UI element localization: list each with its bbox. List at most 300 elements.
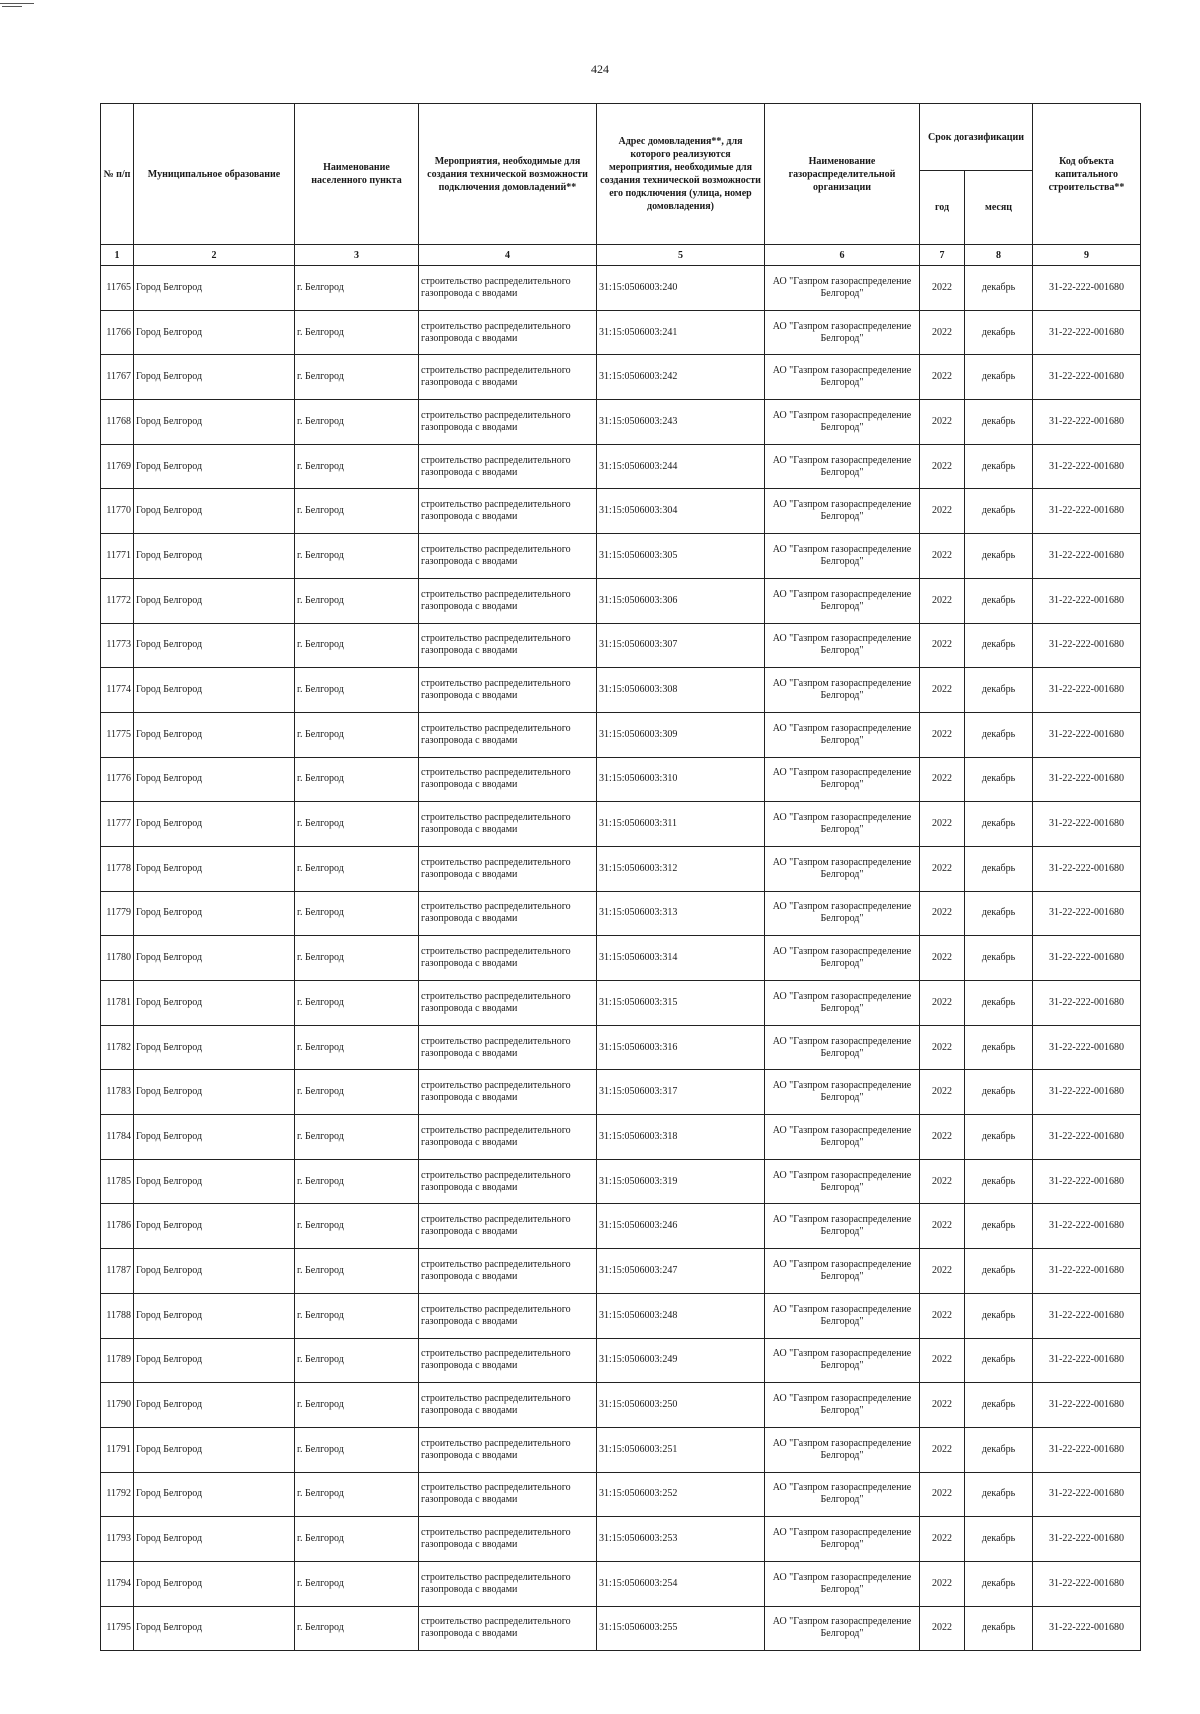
gasification-register-table bbox=[100, 103, 1141, 1651]
year-cell: 2022 bbox=[920, 1472, 965, 1517]
table-row bbox=[101, 1159, 1141, 1204]
row-number-cell: 11795 bbox=[101, 1606, 134, 1651]
table-row bbox=[101, 1204, 1141, 1249]
year-cell: 2022 bbox=[920, 1070, 965, 1115]
object-code-cell: 31-22-222-001680 bbox=[1033, 1517, 1141, 1562]
header-number: 4 bbox=[419, 245, 597, 266]
table-row bbox=[101, 534, 1141, 579]
table-row bbox=[101, 668, 1141, 713]
row-number-cell: 11773 bbox=[101, 623, 134, 668]
object-code-cell: 31-22-222-001680 bbox=[1033, 712, 1141, 757]
table-row bbox=[101, 936, 1141, 981]
year-cell: 2022 bbox=[920, 1383, 965, 1428]
month-cell: декабрь bbox=[965, 1293, 1033, 1338]
organization-cell: АО "Газпром газораспределение Белгород" bbox=[765, 712, 920, 757]
year-cell: 2022 bbox=[920, 1249, 965, 1294]
year-cell: 2022 bbox=[920, 981, 965, 1026]
measure-cell: строительство распределительного газопровода с вводами bbox=[419, 981, 597, 1026]
address-cell: 31:15:0506003:317 bbox=[597, 1070, 765, 1115]
month-cell: декабрь bbox=[965, 355, 1033, 400]
month-cell: декабрь bbox=[965, 712, 1033, 757]
month-cell: декабрь bbox=[965, 891, 1033, 936]
object-code-cell: 31-22-222-001680 bbox=[1033, 802, 1141, 847]
municipality-cell: Город Белгород bbox=[134, 1025, 295, 1070]
measure-cell: строительство распределительного газопровода с вводами bbox=[419, 489, 597, 534]
settlement-cell: г. Белгород bbox=[295, 1383, 419, 1428]
municipality-cell: Город Белгород bbox=[134, 1517, 295, 1562]
measure-cell: строительство распределительного газопровода с вводами bbox=[419, 1293, 597, 1338]
municipality-cell: Город Белгород bbox=[134, 1204, 295, 1249]
row-number-cell: 11781 bbox=[101, 981, 134, 1026]
municipality-cell: Город Белгород bbox=[134, 534, 295, 579]
row-number-cell: 11783 bbox=[101, 1070, 134, 1115]
object-code-cell: 31-22-222-001680 bbox=[1033, 1249, 1141, 1294]
row-number-cell: 11780 bbox=[101, 936, 134, 981]
measure-cell: строительство распределительного газопровода с вводами bbox=[419, 578, 597, 623]
measure-cell: строительство распределительного газопровода с вводами bbox=[419, 936, 597, 981]
municipality-cell: Город Белгород bbox=[134, 623, 295, 668]
municipality-cell: Город Белгород bbox=[134, 1383, 295, 1428]
month-cell: декабрь bbox=[965, 802, 1033, 847]
address-cell: 31:15:0506003:242 bbox=[597, 355, 765, 400]
municipality-cell: Город Белгород bbox=[134, 1115, 295, 1160]
table-row bbox=[101, 1427, 1141, 1472]
measure-cell: строительство распределительного газопровода с вводами bbox=[419, 1070, 597, 1115]
row-number-cell: 11776 bbox=[101, 757, 134, 802]
measure-cell: строительство распределительного газопровода с вводами bbox=[419, 802, 597, 847]
address-cell: 31:15:0506003:306 bbox=[597, 578, 765, 623]
settlement-cell: г. Белгород bbox=[295, 1070, 419, 1115]
address-cell: 31:15:0506003:310 bbox=[597, 757, 765, 802]
address-cell: 31:15:0506003:251 bbox=[597, 1427, 765, 1472]
organization-cell: АО "Газпром газораспределение Белгород" bbox=[765, 1115, 920, 1160]
address-cell: 31:15:0506003:240 bbox=[597, 266, 765, 311]
organization-cell: АО "Газпром газораспределение Белгород" bbox=[765, 1338, 920, 1383]
address-cell: 31:15:0506003:243 bbox=[597, 400, 765, 445]
row-number-cell: 11789 bbox=[101, 1338, 134, 1383]
organization-cell: АО "Газпром газораспределение Белгород" bbox=[765, 1427, 920, 1472]
address-cell: 31:15:0506003:316 bbox=[597, 1025, 765, 1070]
municipality-cell: Город Белгород bbox=[134, 757, 295, 802]
settlement-cell: г. Белгород bbox=[295, 444, 419, 489]
table-row bbox=[101, 1025, 1141, 1070]
month-cell: декабрь bbox=[965, 1561, 1033, 1606]
measure-cell: строительство распределительного газопровода с вводами bbox=[419, 1204, 597, 1249]
address-cell: 31:15:0506003:309 bbox=[597, 712, 765, 757]
year-cell: 2022 bbox=[920, 712, 965, 757]
object-code-cell: 31-22-222-001680 bbox=[1033, 1070, 1141, 1115]
settlement-cell: г. Белгород bbox=[295, 1517, 419, 1562]
row-number-cell: 11769 bbox=[101, 444, 134, 489]
municipality-cell: Город Белгород bbox=[134, 802, 295, 847]
address-cell: 31:15:0506003:312 bbox=[597, 846, 765, 891]
row-number-cell: 11768 bbox=[101, 400, 134, 445]
table-body bbox=[101, 266, 1141, 1651]
year-cell: 2022 bbox=[920, 936, 965, 981]
row-number-cell: 11788 bbox=[101, 1293, 134, 1338]
object-code-cell: 31-22-222-001680 bbox=[1033, 578, 1141, 623]
scan-artifact-top-left bbox=[0, 3, 34, 4]
measure-cell: строительство распределительного газопровода с вводами bbox=[419, 1249, 597, 1294]
year-cell: 2022 bbox=[920, 1606, 965, 1651]
settlement-cell: г. Белгород bbox=[295, 1159, 419, 1204]
row-number-cell: 11794 bbox=[101, 1561, 134, 1606]
table-row bbox=[101, 1517, 1141, 1562]
header-settlement: Наименование населенного пункта bbox=[295, 104, 419, 245]
row-number-cell: 11792 bbox=[101, 1472, 134, 1517]
object-code-cell: 31-22-222-001680 bbox=[1033, 757, 1141, 802]
municipality-cell: Город Белгород bbox=[134, 1427, 295, 1472]
municipality-cell: Город Белгород bbox=[134, 1338, 295, 1383]
organization-cell: АО "Газпром газораспределение Белгород" bbox=[765, 1383, 920, 1428]
object-code-cell: 31-22-222-001680 bbox=[1033, 936, 1141, 981]
row-number-cell: 11775 bbox=[101, 712, 134, 757]
month-cell: декабрь bbox=[965, 1159, 1033, 1204]
table-row bbox=[101, 712, 1141, 757]
address-cell: 31:15:0506003:319 bbox=[597, 1159, 765, 1204]
address-cell: 31:15:0506003:241 bbox=[597, 310, 765, 355]
object-code-cell: 31-22-222-001680 bbox=[1033, 1427, 1141, 1472]
year-cell: 2022 bbox=[920, 1204, 965, 1249]
settlement-cell: г. Белгород bbox=[295, 400, 419, 445]
year-cell: 2022 bbox=[920, 623, 965, 668]
measure-cell: строительство распределительного газопровода с вводами bbox=[419, 400, 597, 445]
settlement-cell: г. Белгород bbox=[295, 802, 419, 847]
settlement-cell: г. Белгород bbox=[295, 534, 419, 579]
municipality-cell: Город Белгород bbox=[134, 668, 295, 713]
settlement-cell: г. Белгород bbox=[295, 1427, 419, 1472]
row-number-cell: 11765 bbox=[101, 266, 134, 311]
organization-cell: АО "Газпром газораспределение Белгород" bbox=[765, 802, 920, 847]
year-cell: 2022 bbox=[920, 1025, 965, 1070]
month-cell: декабрь bbox=[965, 846, 1033, 891]
municipality-cell: Город Белгород bbox=[134, 266, 295, 311]
month-cell: декабрь bbox=[965, 266, 1033, 311]
address-cell: 31:15:0506003:248 bbox=[597, 1293, 765, 1338]
measure-cell: строительство распределительного газопровода с вводами bbox=[419, 623, 597, 668]
address-cell: 31:15:0506003:318 bbox=[597, 1115, 765, 1160]
row-number-cell: 11791 bbox=[101, 1427, 134, 1472]
organization-cell: АО "Газпром газораспределение Белгород" bbox=[765, 668, 920, 713]
address-cell: 31:15:0506003:311 bbox=[597, 802, 765, 847]
object-code-cell: 31-22-222-001680 bbox=[1033, 1561, 1141, 1606]
row-number-cell: 11784 bbox=[101, 1115, 134, 1160]
address-cell: 31:15:0506003:308 bbox=[597, 668, 765, 713]
object-code-cell: 31-22-222-001680 bbox=[1033, 400, 1141, 445]
year-cell: 2022 bbox=[920, 355, 965, 400]
organization-cell: АО "Газпром газораспределение Белгород" bbox=[765, 1070, 920, 1115]
address-cell: 31:15:0506003:253 bbox=[597, 1517, 765, 1562]
month-cell: декабрь bbox=[965, 444, 1033, 489]
month-cell: декабрь bbox=[965, 1070, 1033, 1115]
measure-cell: строительство распределительного газопровода с вводами bbox=[419, 1472, 597, 1517]
municipality-cell: Город Белгород bbox=[134, 355, 295, 400]
row-number-cell: 11779 bbox=[101, 891, 134, 936]
table-row bbox=[101, 891, 1141, 936]
measure-cell: строительство распределительного газопровода с вводами bbox=[419, 891, 597, 936]
year-cell: 2022 bbox=[920, 444, 965, 489]
address-cell: 31:15:0506003:255 bbox=[597, 1606, 765, 1651]
settlement-cell: г. Белгород bbox=[295, 757, 419, 802]
month-cell: декабрь bbox=[965, 310, 1033, 355]
municipality-cell: Город Белгород bbox=[134, 310, 295, 355]
year-cell: 2022 bbox=[920, 1561, 965, 1606]
measure-cell: строительство распределительного газопровода с вводами bbox=[419, 534, 597, 579]
year-cell: 2022 bbox=[920, 1159, 965, 1204]
month-cell: декабрь bbox=[965, 623, 1033, 668]
year-cell: 2022 bbox=[920, 802, 965, 847]
settlement-cell: г. Белгород bbox=[295, 578, 419, 623]
row-number-cell: 11777 bbox=[101, 802, 134, 847]
measure-cell: строительство распределительного газопровода с вводами bbox=[419, 1115, 597, 1160]
measure-cell: строительство распределительного газопровода с вводами bbox=[419, 310, 597, 355]
municipality-cell: Город Белгород bbox=[134, 1293, 295, 1338]
table-header bbox=[101, 104, 1141, 266]
measure-cell: строительство распределительного газопровода с вводами bbox=[419, 355, 597, 400]
header-term: Срок догазификации bbox=[920, 104, 1033, 171]
settlement-cell: г. Белгород bbox=[295, 846, 419, 891]
table-row bbox=[101, 1115, 1141, 1160]
organization-cell: АО "Газпром газораспределение Белгород" bbox=[765, 1293, 920, 1338]
organization-cell: АО "Газпром газораспределение Белгород" bbox=[765, 623, 920, 668]
table-row bbox=[101, 1293, 1141, 1338]
year-cell: 2022 bbox=[920, 846, 965, 891]
address-cell: 31:15:0506003:252 bbox=[597, 1472, 765, 1517]
address-cell: 31:15:0506003:314 bbox=[597, 936, 765, 981]
organization-cell: АО "Газпром газораспределение Белгород" bbox=[765, 355, 920, 400]
object-code-cell: 31-22-222-001680 bbox=[1033, 1383, 1141, 1428]
month-cell: декабрь bbox=[965, 1427, 1033, 1472]
measure-cell: строительство распределительного газопровода с вводами bbox=[419, 1517, 597, 1562]
address-cell: 31:15:0506003:313 bbox=[597, 891, 765, 936]
settlement-cell: г. Белгород bbox=[295, 891, 419, 936]
settlement-cell: г. Белгород bbox=[295, 712, 419, 757]
municipality-cell: Город Белгород bbox=[134, 981, 295, 1026]
header-number: 9 bbox=[1033, 245, 1141, 266]
settlement-cell: г. Белгород bbox=[295, 936, 419, 981]
month-cell: декабрь bbox=[965, 1115, 1033, 1160]
organization-cell: АО "Газпром газораспределение Белгород" bbox=[765, 578, 920, 623]
measure-cell: строительство распределительного газопровода с вводами bbox=[419, 1025, 597, 1070]
row-number-cell: 11771 bbox=[101, 534, 134, 579]
header-org: Наименование газораспределительной организации bbox=[765, 104, 920, 245]
header-code: Код объекта капитального строительства** bbox=[1033, 104, 1141, 245]
address-cell: 31:15:0506003:247 bbox=[597, 1249, 765, 1294]
year-cell: 2022 bbox=[920, 534, 965, 579]
measure-cell: строительство распределительного газопровода с вводами bbox=[419, 1159, 597, 1204]
address-cell: 31:15:0506003:244 bbox=[597, 444, 765, 489]
year-cell: 2022 bbox=[920, 1427, 965, 1472]
table-row bbox=[101, 266, 1141, 311]
row-number-cell: 11767 bbox=[101, 355, 134, 400]
address-cell: 31:15:0506003:304 bbox=[597, 489, 765, 534]
table-row bbox=[101, 355, 1141, 400]
year-cell: 2022 bbox=[920, 266, 965, 311]
header-municipality: Муниципальное образование bbox=[134, 104, 295, 245]
settlement-cell: г. Белгород bbox=[295, 266, 419, 311]
header-address: Адрес домовладения**, для которого реализуются мероприятия, необходимые для создания технической возможности его подключения (улица, номер домовладения) bbox=[597, 104, 765, 245]
municipality-cell: Город Белгород bbox=[134, 578, 295, 623]
table-row bbox=[101, 757, 1141, 802]
header-number: 3 bbox=[295, 245, 419, 266]
settlement-cell: г. Белгород bbox=[295, 668, 419, 713]
municipality-cell: Город Белгород bbox=[134, 1472, 295, 1517]
month-cell: декабрь bbox=[965, 1204, 1033, 1249]
organization-cell: АО "Газпром газораспределение Белгород" bbox=[765, 1561, 920, 1606]
organization-cell: АО "Газпром газораспределение Белгород" bbox=[765, 936, 920, 981]
object-code-cell: 31-22-222-001680 bbox=[1033, 846, 1141, 891]
header-number: 5 bbox=[597, 245, 765, 266]
measure-cell: строительство распределительного газопровода с вводами bbox=[419, 1606, 597, 1651]
settlement-cell: г. Белгород bbox=[295, 981, 419, 1026]
year-cell: 2022 bbox=[920, 891, 965, 936]
month-cell: декабрь bbox=[965, 1383, 1033, 1428]
year-cell: 2022 bbox=[920, 757, 965, 802]
header-number: 6 bbox=[765, 245, 920, 266]
table-row bbox=[101, 623, 1141, 668]
organization-cell: АО "Газпром газораспределение Белгород" bbox=[765, 1159, 920, 1204]
measure-cell: строительство распределительного газопровода с вводами bbox=[419, 1338, 597, 1383]
table-row bbox=[101, 444, 1141, 489]
month-cell: декабрь bbox=[965, 668, 1033, 713]
object-code-cell: 31-22-222-001680 bbox=[1033, 891, 1141, 936]
header-month: месяц bbox=[965, 171, 1033, 245]
table-row bbox=[101, 1249, 1141, 1294]
row-number-cell: 11772 bbox=[101, 578, 134, 623]
year-cell: 2022 bbox=[920, 668, 965, 713]
municipality-cell: Город Белгород bbox=[134, 489, 295, 534]
address-cell: 31:15:0506003:246 bbox=[597, 1204, 765, 1249]
object-code-cell: 31-22-222-001680 bbox=[1033, 489, 1141, 534]
month-cell: декабрь bbox=[965, 489, 1033, 534]
measure-cell: строительство распределительного газопровода с вводами bbox=[419, 757, 597, 802]
municipality-cell: Город Белгород bbox=[134, 936, 295, 981]
object-code-cell: 31-22-222-001680 bbox=[1033, 1606, 1141, 1651]
measure-cell: строительство распределительного газопровода с вводами bbox=[419, 1427, 597, 1472]
object-code-cell: 31-22-222-001680 bbox=[1033, 534, 1141, 579]
settlement-cell: г. Белгород bbox=[295, 1338, 419, 1383]
municipality-cell: Город Белгород bbox=[134, 1561, 295, 1606]
header-measures: Мероприятия, необходимые для создания технической возможности подключения домовладений** bbox=[419, 104, 597, 245]
year-cell: 2022 bbox=[920, 1115, 965, 1160]
measure-cell: строительство распределительного газопровода с вводами bbox=[419, 266, 597, 311]
settlement-cell: г. Белгород bbox=[295, 355, 419, 400]
row-number-cell: 11793 bbox=[101, 1517, 134, 1562]
row-number-cell: 11770 bbox=[101, 489, 134, 534]
municipality-cell: Город Белгород bbox=[134, 400, 295, 445]
table-row bbox=[101, 400, 1141, 445]
municipality-cell: Город Белгород bbox=[134, 1606, 295, 1651]
settlement-cell: г. Белгород bbox=[295, 1606, 419, 1651]
municipality-cell: Город Белгород bbox=[134, 891, 295, 936]
row-number-cell: 11778 bbox=[101, 846, 134, 891]
measure-cell: строительство распределительного газопровода с вводами bbox=[419, 846, 597, 891]
year-cell: 2022 bbox=[920, 489, 965, 534]
object-code-cell: 31-22-222-001680 bbox=[1033, 1472, 1141, 1517]
organization-cell: АО "Газпром газораспределение Белгород" bbox=[765, 489, 920, 534]
organization-cell: АО "Газпром газораспределение Белгород" bbox=[765, 1472, 920, 1517]
organization-cell: АО "Газпром газораспределение Белгород" bbox=[765, 891, 920, 936]
month-cell: декабрь bbox=[965, 1338, 1033, 1383]
organization-cell: АО "Газпром газораспределение Белгород" bbox=[765, 534, 920, 579]
organization-cell: АО "Газпром газораспределение Белгород" bbox=[765, 400, 920, 445]
table-row bbox=[101, 802, 1141, 847]
month-cell: декабрь bbox=[965, 1249, 1033, 1294]
measure-cell: строительство распределительного газопровода с вводами bbox=[419, 668, 597, 713]
object-code-cell: 31-22-222-001680 bbox=[1033, 1293, 1141, 1338]
table-row bbox=[101, 981, 1141, 1026]
year-cell: 2022 bbox=[920, 578, 965, 623]
address-cell: 31:15:0506003:305 bbox=[597, 534, 765, 579]
municipality-cell: Город Белгород bbox=[134, 1159, 295, 1204]
row-number-cell: 11786 bbox=[101, 1204, 134, 1249]
address-cell: 31:15:0506003:249 bbox=[597, 1338, 765, 1383]
table-row bbox=[101, 1472, 1141, 1517]
header-number: 7 bbox=[920, 245, 965, 266]
month-cell: декабрь bbox=[965, 936, 1033, 981]
organization-cell: АО "Газпром газораспределение Белгород" bbox=[765, 266, 920, 311]
object-code-cell: 31-22-222-001680 bbox=[1033, 1204, 1141, 1249]
object-code-cell: 31-22-222-001680 bbox=[1033, 668, 1141, 713]
organization-cell: АО "Газпром газораспределение Белгород" bbox=[765, 981, 920, 1026]
organization-cell: АО "Газпром газораспределение Белгород" bbox=[765, 846, 920, 891]
year-cell: 2022 bbox=[920, 1293, 965, 1338]
settlement-cell: г. Белгород bbox=[295, 1025, 419, 1070]
organization-cell: АО "Газпром газораспределение Белгород" bbox=[765, 1249, 920, 1294]
object-code-cell: 31-22-222-001680 bbox=[1033, 1115, 1141, 1160]
organization-cell: АО "Газпром газораспределение Белгород" bbox=[765, 1025, 920, 1070]
month-cell: декабрь bbox=[965, 400, 1033, 445]
month-cell: декабрь bbox=[965, 981, 1033, 1026]
table-row bbox=[101, 1383, 1141, 1428]
row-number-cell: 11787 bbox=[101, 1249, 134, 1294]
organization-cell: АО "Газпром газораспределение Белгород" bbox=[765, 1204, 920, 1249]
municipality-cell: Город Белгород bbox=[134, 1070, 295, 1115]
address-cell: 31:15:0506003:254 bbox=[597, 1561, 765, 1606]
object-code-cell: 31-22-222-001680 bbox=[1033, 981, 1141, 1026]
municipality-cell: Город Белгород bbox=[134, 846, 295, 891]
object-code-cell: 31-22-222-001680 bbox=[1033, 623, 1141, 668]
row-number-cell: 11785 bbox=[101, 1159, 134, 1204]
table-row bbox=[101, 1606, 1141, 1651]
table-row bbox=[101, 846, 1141, 891]
year-cell: 2022 bbox=[920, 1338, 965, 1383]
table-row bbox=[101, 489, 1141, 534]
municipality-cell: Город Белгород bbox=[134, 712, 295, 757]
organization-cell: АО "Газпром газораспределение Белгород" bbox=[765, 310, 920, 355]
table-row bbox=[101, 1070, 1141, 1115]
organization-cell: АО "Газпром газораспределение Белгород" bbox=[765, 1606, 920, 1651]
row-number-cell: 11774 bbox=[101, 668, 134, 713]
measure-cell: строительство распределительного газопровода с вводами bbox=[419, 1561, 597, 1606]
year-cell: 2022 bbox=[920, 1517, 965, 1562]
settlement-cell: г. Белгород bbox=[295, 623, 419, 668]
row-number-cell: 11782 bbox=[101, 1025, 134, 1070]
header-number: 2 bbox=[134, 245, 295, 266]
organization-cell: АО "Газпром газораспределение Белгород" bbox=[765, 757, 920, 802]
organization-cell: АО "Газпром газораспределение Белгород" bbox=[765, 444, 920, 489]
month-cell: декабрь bbox=[965, 578, 1033, 623]
month-cell: декабрь bbox=[965, 1025, 1033, 1070]
header-num: № п/п bbox=[101, 104, 134, 245]
object-code-cell: 31-22-222-001680 bbox=[1033, 1025, 1141, 1070]
object-code-cell: 31-22-222-001680 bbox=[1033, 1159, 1141, 1204]
header-year: год bbox=[920, 171, 965, 245]
month-cell: декабрь bbox=[965, 757, 1033, 802]
object-code-cell: 31-22-222-001680 bbox=[1033, 444, 1141, 489]
settlement-cell: г. Белгород bbox=[295, 310, 419, 355]
settlement-cell: г. Белгород bbox=[295, 1472, 419, 1517]
